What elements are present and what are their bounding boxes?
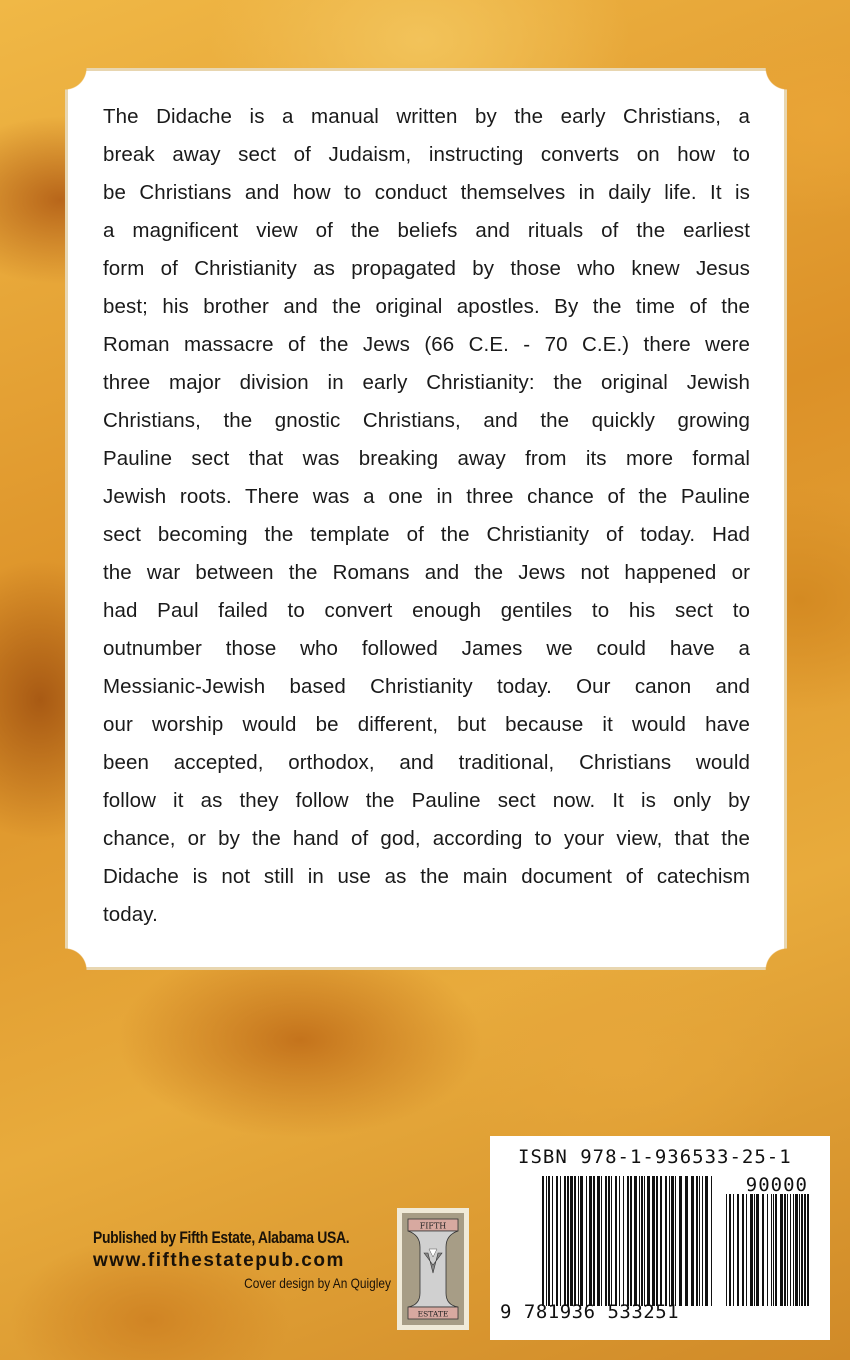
blurb-line: today. bbox=[103, 903, 158, 926]
barcode-bar bbox=[790, 1194, 791, 1306]
blurb-line: had Paul failed to convert enough gentiles to his sect to bbox=[103, 599, 750, 622]
blurb-line: Jewish roots. There was a one in three chance of the Pauline bbox=[103, 485, 750, 508]
logo-bottom-text: ESTATE bbox=[417, 1309, 449, 1319]
barcode-bar bbox=[641, 1176, 643, 1306]
barcode-bar bbox=[580, 1176, 583, 1306]
barcode-bar bbox=[742, 1194, 744, 1306]
blurb-line: sect becoming the template of the Christianity of today. Had bbox=[103, 523, 750, 546]
barcode-bar bbox=[608, 1176, 610, 1306]
barcode-bar bbox=[773, 1194, 774, 1306]
barcode-bar bbox=[639, 1176, 640, 1306]
blurb-line: our worship would be different, but because it would have bbox=[103, 713, 750, 736]
barcode-bar bbox=[630, 1176, 632, 1306]
barcode-bar bbox=[552, 1176, 553, 1306]
barcode-bar bbox=[560, 1176, 561, 1306]
barcode-bar bbox=[589, 1176, 592, 1306]
blurb-line: Pauline sect that was breaking away from its more formal bbox=[103, 447, 750, 470]
barcode-bar bbox=[671, 1176, 674, 1306]
barcode-bar bbox=[656, 1176, 658, 1306]
publisher-website: www.fifthestatepub.com bbox=[93, 1250, 345, 1271]
blurb-line: been accepted, orthodox, and traditional, Christians would bbox=[103, 751, 750, 774]
barcode-bar bbox=[737, 1194, 739, 1306]
barcode-bar bbox=[556, 1176, 558, 1306]
blurb-text bbox=[103, 98, 750, 934]
barcode-bar bbox=[787, 1194, 788, 1306]
barcode-bar bbox=[685, 1176, 688, 1306]
barcode-bar bbox=[611, 1176, 612, 1306]
barcode-bar bbox=[696, 1176, 698, 1306]
barcode-bar bbox=[767, 1194, 768, 1306]
ean-digits: 9 781936 533251 bbox=[500, 1301, 680, 1323]
barcode-bar bbox=[652, 1176, 655, 1306]
barcode-bar bbox=[644, 1176, 645, 1306]
barcode-bar bbox=[574, 1176, 576, 1306]
barcode-bar bbox=[669, 1176, 670, 1306]
barcode-bar bbox=[546, 1176, 547, 1306]
barcode-bar bbox=[601, 1176, 602, 1306]
barcode-bar bbox=[771, 1194, 772, 1306]
barcode-bar bbox=[705, 1176, 708, 1306]
barcode-bar bbox=[804, 1194, 806, 1306]
barcode-bar bbox=[647, 1176, 650, 1306]
logo-top-text: FIFTH bbox=[419, 1221, 447, 1231]
barcode-bar bbox=[699, 1176, 700, 1306]
barcode-bar bbox=[756, 1194, 759, 1306]
barcode-bar bbox=[729, 1194, 731, 1306]
blurb-line: best; his brother and the original apostles. By the time of the bbox=[103, 295, 750, 318]
blurb-line: Didache is not still in use as the main document of catechism bbox=[103, 865, 750, 888]
cover-credit: Cover design by An Quigley bbox=[244, 1275, 391, 1291]
barcode-bar bbox=[784, 1194, 786, 1306]
barcode-bar bbox=[593, 1176, 595, 1306]
barcode-bar bbox=[634, 1176, 637, 1306]
blurb-line: Roman massacre of the Jews (66 C.E. - 70 C.E.) there were bbox=[103, 333, 750, 356]
blurb-line: a magnificent view of the beliefs and rituals of the earliest bbox=[103, 219, 750, 242]
barcode-bar bbox=[750, 1194, 753, 1306]
fifth-estate-logo bbox=[397, 1208, 469, 1330]
barcode-bar bbox=[623, 1176, 624, 1306]
blurb-line: Messianic-Jewish based Christianity today. Our canon and bbox=[103, 675, 750, 698]
barcode-bar bbox=[570, 1176, 573, 1306]
barcode-bar bbox=[627, 1176, 629, 1306]
barcode-bar bbox=[762, 1194, 764, 1306]
barcode-bar bbox=[578, 1176, 579, 1306]
blurb-line: be Christians and how to conduct themselves in daily life. It is bbox=[103, 181, 750, 204]
blurb-line: The Didache is a manual written by the early Christians, a bbox=[103, 105, 750, 128]
isbn-barcode bbox=[490, 1136, 830, 1340]
barcode-bar bbox=[711, 1176, 712, 1306]
barcode-bar bbox=[665, 1176, 667, 1306]
blurb-line: Christians, the gnostic Christians, and the quickly growing bbox=[103, 409, 750, 432]
publisher-line: Published by Fifth Estate, Alabama USA. bbox=[93, 1228, 350, 1247]
barcode-bar bbox=[597, 1176, 600, 1306]
barcode-bar bbox=[567, 1176, 569, 1306]
blurb-line: chance, or by the hand of god, according to your view, that the bbox=[103, 827, 750, 850]
barcode-bar bbox=[564, 1176, 566, 1306]
barcode-bar bbox=[605, 1176, 607, 1306]
barcode-bar bbox=[615, 1176, 617, 1306]
barcode-bar bbox=[542, 1176, 544, 1306]
barcode-bar bbox=[660, 1176, 662, 1306]
blurb-line: follow it as they follow the Pauline sect now. It is only by bbox=[103, 789, 750, 812]
barcode-bar bbox=[675, 1176, 676, 1306]
isbn-text: ISBN 978-1-936533-25-1 bbox=[518, 1146, 792, 1168]
barcode-bar bbox=[586, 1176, 587, 1306]
barcode-bar bbox=[733, 1194, 734, 1306]
blurb-line: form of Christianity as propagated by those who knew Jesus bbox=[103, 257, 750, 280]
barcode-bar bbox=[799, 1194, 800, 1306]
barcode-bar bbox=[702, 1176, 703, 1306]
barcode-bar bbox=[619, 1176, 620, 1306]
barcode-bar bbox=[775, 1194, 777, 1306]
blurb-line: outnumber those who followed James we could have a bbox=[103, 637, 750, 660]
publisher-info bbox=[93, 1228, 406, 1291]
barcode-bar bbox=[679, 1176, 682, 1306]
blurb-line: break away sect of Judaism, instructing converts on how to bbox=[103, 143, 750, 166]
blurb-line: the war between the Romans and the Jews not happened or bbox=[103, 561, 750, 584]
barcode-bar bbox=[754, 1194, 755, 1306]
barcode-bar bbox=[793, 1194, 794, 1306]
barcode-bar bbox=[807, 1194, 809, 1306]
barcode-bar bbox=[726, 1194, 727, 1306]
barcode-bar bbox=[795, 1194, 798, 1306]
barcode-bar bbox=[691, 1176, 694, 1306]
barcode-bar bbox=[746, 1194, 747, 1306]
barcode-bar bbox=[548, 1176, 550, 1306]
barcode-bar bbox=[780, 1194, 783, 1306]
barcode-bar bbox=[801, 1194, 803, 1306]
price-addon: 90000 bbox=[745, 1174, 808, 1196]
blurb-line: three major division in early Christianity: the original Jewish bbox=[103, 371, 750, 394]
